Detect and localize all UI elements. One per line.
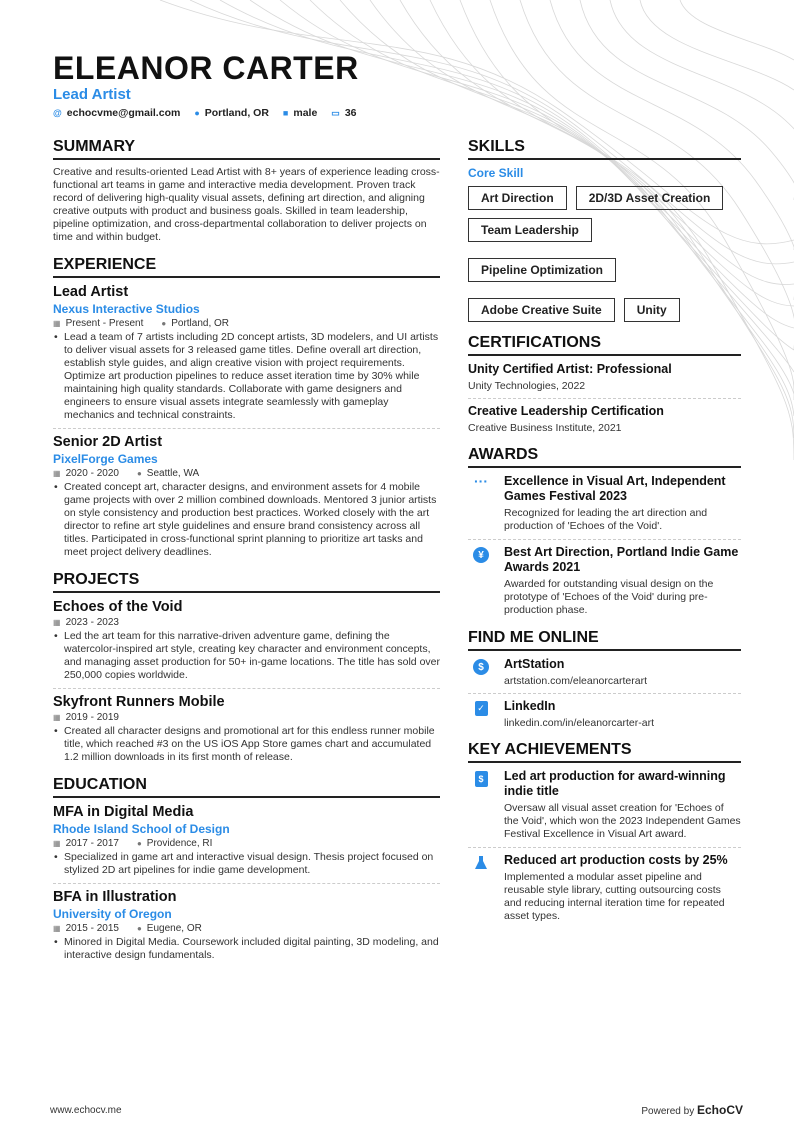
job-dates: Present - Present (65, 318, 144, 329)
email-icon: @ (53, 108, 62, 118)
education-location: Providence, RI (146, 838, 213, 849)
project-entry (53, 599, 440, 682)
project-title: Echoes of the Void (53, 599, 183, 615)
summary-heading: SUMMARY (53, 138, 440, 160)
education-heading: EDUCATION (53, 776, 440, 798)
online-url[interactable]: artstation.com/eleanorcarterart (504, 675, 647, 687)
education-description: • Specialized in game art and interactive visual design. Thesis project focused on stylized 2D art pipelines for indie game development. (53, 851, 440, 877)
candidate-name: ELEANOR CARTER (53, 50, 359, 86)
calendar-icon: ▦ (53, 618, 61, 627)
education-dates: 2015 - 2015 (65, 923, 119, 934)
school-name: Rhode Island School of Design (53, 822, 230, 836)
candidate-role: Lead Artist (53, 86, 131, 103)
footer-powered-by (641, 1103, 743, 1117)
education-location: Eugene, OR (146, 923, 202, 934)
education-dates: 2017 - 2017 (65, 838, 119, 849)
degree-title: BFA in Illustration (53, 889, 177, 905)
company-name: PixelForge Games (53, 452, 158, 466)
calendar-icon: ▦ (53, 924, 61, 933)
location-text: Portland, OR (204, 107, 269, 119)
divider (468, 398, 741, 399)
achievement-item (468, 853, 741, 923)
achievements-section (468, 741, 741, 923)
award-item (468, 545, 741, 617)
certification-title: Creative Leadership Certification (468, 404, 664, 418)
projects-heading: PROJECTS (53, 571, 440, 593)
calendar-icon: ▦ (53, 469, 61, 478)
gender-text: male (293, 107, 318, 119)
location-pin-icon: ● (194, 108, 200, 118)
certification-title: Unity Certified Artist: Professional (468, 362, 672, 376)
online-item[interactable] (468, 657, 741, 687)
job-title: Senior 2D Artist (53, 434, 163, 450)
project-description: • Led the art team for this narrative-driven adventure game, defining the watercolor-inspired art style, creating key character and environment concepts, and managing asset production for 50+ in-game locations. The title has sold over 250,000 copies worldwide. (53, 630, 440, 682)
project-title: Skyfront Runners Mobile (53, 694, 225, 710)
skills-section (468, 138, 741, 322)
project-entry (53, 694, 440, 764)
certifications-section (468, 334, 741, 434)
skill-tag: Team Leadership (468, 218, 592, 242)
awards-section (468, 446, 741, 617)
education-entry (53, 889, 440, 962)
project-description: • Created all character designs and promotional art for this endless runner mobile title, which reached #3 on the US iOS App Store games chart and accumulated 1.2 million downloads in its first month of release. (53, 725, 440, 764)
experience-entry (53, 434, 440, 559)
divider (53, 883, 440, 884)
online-site-name: LinkedIn (504, 699, 556, 713)
education-description: • Minored in Digital Media. Coursework included digital painting, 3D modeling, and interactive design fundamentals. (53, 936, 440, 962)
job-location: Portland, OR (171, 318, 230, 329)
project-dates: 2019 - 2019 (65, 712, 119, 723)
project-dates: 2023 - 2023 (65, 617, 119, 628)
skill-tags (468, 186, 741, 322)
experience-entry (53, 284, 440, 422)
powered-by-label: Powered by (641, 1106, 695, 1117)
achievement-item (468, 769, 741, 841)
divider (468, 847, 741, 848)
online-section (468, 629, 741, 729)
location-pin-icon: ● (136, 924, 142, 933)
summary-text: Creative and results-oriented Lead Artist with 8+ years of experience leading cross-functional art teams in game and interactive media development. Proven track record of delivering high-quality visual assets, defining art direction, and aligning creative outputs with product and business goals. Skilled in team leadership, pipeline optimization, and cross-departmental collaboration to deliver projects on time and within budget. (53, 166, 440, 243)
job-description: • Created concept art, character designs, and environment assets for 4 mobile game projects with over 2 million combined downloads. Mentored 3 junior artists on style consistency and production best practices. Worked closely with the art director to refine art style guidelines and ensure brand consistency across all titles. Participated in cross-functional sprint planning to prioritize art tasks and meet project delivery deadlines. (53, 481, 440, 559)
divider (53, 688, 440, 689)
skill-group-label: Core Skill (468, 166, 524, 180)
award-title: Best Art Direction, Portland Indie Game Awards 2021 (504, 545, 739, 574)
achievement-title: Reduced art production costs by 25% (504, 853, 728, 867)
calendar-icon: ▭ (331, 107, 340, 118)
person-icon: ■ (282, 108, 289, 118)
certification-issuer: Creative Business Institute, 2021 (468, 422, 622, 434)
education-section (53, 776, 440, 962)
award-item (468, 474, 741, 533)
projects-section (53, 571, 440, 764)
job-dates: 2020 - 2020 (65, 468, 119, 479)
certification-item (468, 404, 741, 434)
calendar-icon: ▦ (53, 713, 61, 722)
location-pin-icon: ● (161, 319, 167, 328)
skill-tag: 2D/3D Asset Creation (576, 186, 724, 210)
flask-icon (473, 855, 489, 871)
experience-heading: EXPERIENCE (53, 256, 440, 278)
yen-icon: ¥ (473, 547, 489, 563)
brand-name: EchoCV (696, 1103, 743, 1117)
certifications-heading: CERTIFICATIONS (468, 334, 741, 356)
degree-title: MFA in Digital Media (53, 804, 194, 820)
divider (468, 539, 741, 540)
skill-tag: Adobe Creative Suite (468, 298, 615, 322)
calendar-icon: ▦ (53, 319, 61, 328)
location-pin-icon: ● (136, 839, 142, 848)
skill-tag: Art Direction (468, 186, 567, 210)
skill-tag: Pipeline Optimization (468, 258, 616, 282)
clipboard-check-icon: ✓ (475, 701, 488, 716)
award-description: Recognized for leading the art direction and production of 'Echoes of the Void'. (504, 507, 708, 532)
contact-row (53, 107, 357, 119)
divider (53, 428, 440, 429)
job-title: Lead Artist (53, 284, 129, 300)
skill-tag: Unity (624, 298, 680, 322)
skills-heading: SKILLS (468, 138, 741, 160)
company-name: Nexus Interactive Studios (53, 302, 200, 316)
footer-website[interactable]: www.echocv.me (50, 1105, 122, 1116)
file-dollar-icon: $ (475, 771, 488, 787)
online-heading: FIND ME ONLINE (468, 629, 741, 651)
online-url[interactable]: linkedin.com/in/eleanorcarter-art (504, 717, 654, 729)
achievements-heading: KEY ACHIEVEMENTS (468, 741, 741, 763)
age-text: 36 (344, 107, 357, 119)
certification-item (468, 362, 741, 392)
education-entry (53, 804, 440, 877)
achievement-description: Implemented a modular asset pipeline and reusable style library, cutting outsourcing costs and reducing internal iteration time for repeated asset types. (504, 871, 725, 922)
dollar-icon: $ (473, 659, 489, 675)
divider (468, 693, 741, 694)
certification-issuer: Unity Technologies, 2022 (468, 380, 586, 392)
calendar-icon: ▦ (53, 839, 61, 848)
achievement-title: Led art production for award-winning indie title (504, 769, 726, 798)
achievement-description: Oversaw all visual asset creation for 'Echoes of the Void', which won the 2023 Independent Games Festival Excellence in Visual Art award. (504, 802, 741, 840)
job-description: • Lead a team of 7 artists including 2D concept artists, 3D modelers, and UI artists to deliver visual assets for 3 released game titles. Define overall art direction, establish style guides, and align creative vision with project requirements. Optimize art production pipelines to reduce asset iteration time by 30% while maintaining high quality standards. Collaborate with game designers and engineers to ensure visual assets integrate seamlessly with gameplay mechanics and technical constraints. (53, 331, 440, 422)
email-text[interactable]: echocvme@gmail.com (66, 107, 181, 119)
job-location: Seattle, WA (146, 468, 200, 479)
summary-section (53, 138, 440, 244)
award-description: Awarded for outstanding visual design on the prototype of 'Echoes of the Void' during pre-production phase. (504, 578, 714, 616)
award-title: Excellence in Visual Art, Independent Games Festival 2023 (504, 474, 726, 503)
experience-section (53, 256, 440, 559)
dots-icon: ··· (474, 473, 488, 489)
awards-heading: AWARDS (468, 446, 741, 468)
right-column (468, 138, 741, 935)
left-column (53, 138, 440, 974)
location-pin-icon: ● (136, 469, 142, 478)
online-site-name: ArtStation (504, 657, 565, 671)
school-name: University of Oregon (53, 907, 172, 921)
online-item[interactable] (468, 699, 741, 729)
